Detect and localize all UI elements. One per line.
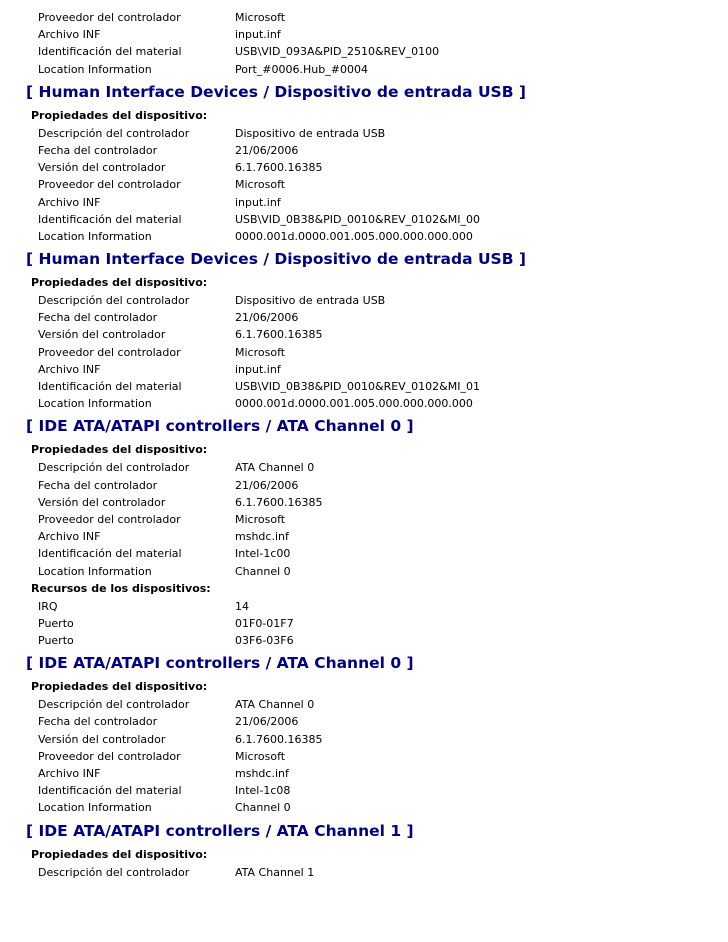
property-row xyxy=(0,142,728,159)
property-value: 21/06/2006 xyxy=(235,478,299,492)
property-row xyxy=(0,615,728,632)
property-row xyxy=(0,545,728,562)
property-value: 21/06/2006 xyxy=(235,311,299,325)
group-subheading: Propiedades del dispositivo: xyxy=(31,847,208,861)
property-row xyxy=(0,292,728,309)
property-key: Proveedor del controlador xyxy=(38,11,181,24)
property-value: Microsoft xyxy=(235,178,286,192)
property-row xyxy=(0,511,728,528)
property-row xyxy=(0,176,728,193)
property-key: Location Information xyxy=(38,229,152,243)
property-value: Microsoft xyxy=(235,345,286,359)
property-key: Versión del controlador xyxy=(38,732,166,746)
property-row xyxy=(0,378,728,395)
property-row xyxy=(0,731,728,748)
property-value: Microsoft xyxy=(235,749,286,763)
property-key: Proveedor del controlador xyxy=(38,178,181,192)
property-key: Location Information xyxy=(38,801,152,815)
property-key: Descripción del controlador xyxy=(38,294,190,308)
property-value: USB\VID_093A&PID_2510&REV_0100 xyxy=(235,45,440,59)
property-row xyxy=(0,125,728,142)
property-key: Archivo INF xyxy=(38,767,101,780)
property-row xyxy=(0,326,728,343)
property-row xyxy=(0,477,728,494)
property-row xyxy=(0,563,728,580)
property-value: mshdc.inf xyxy=(235,767,289,780)
property-value: 6.1.7600.16385 xyxy=(235,495,323,509)
property-row xyxy=(0,395,728,412)
property-row xyxy=(0,194,728,211)
property-value: 6.1.7600.16385 xyxy=(235,161,323,175)
property-key: Descripción del controlador xyxy=(38,865,190,879)
group-subheading: Propiedades del dispositivo: xyxy=(31,680,208,694)
property-row xyxy=(0,528,728,545)
property-key: Identificación del material xyxy=(38,784,182,798)
property-row xyxy=(0,61,728,78)
property-value: Dispositivo de entrada USB xyxy=(235,126,386,140)
property-row xyxy=(0,494,728,511)
section-heading: [ Human Interface Devices / Dispositivo de entrada USB ] xyxy=(26,250,526,269)
property-value: Microsoft xyxy=(235,11,286,24)
property-key: Fecha del controlador xyxy=(38,478,158,492)
group-subheading: Propiedades del dispositivo: xyxy=(31,108,208,122)
property-row xyxy=(0,459,728,476)
property-key: Location Information xyxy=(38,62,152,76)
property-value: Channel 0 xyxy=(235,564,291,578)
property-value: ATA Channel 0 xyxy=(235,698,315,712)
property-value: 21/06/2006 xyxy=(235,143,299,157)
section-heading: [ IDE ATA/ATAPI controllers / ATA Channel 1 ] xyxy=(26,821,414,840)
property-row xyxy=(0,713,728,730)
group-subheading: Propiedades del dispositivo: xyxy=(31,443,208,457)
group-subheading: Propiedades del dispositivo: xyxy=(31,276,208,290)
property-key: Puerto xyxy=(38,616,74,630)
property-row xyxy=(0,632,728,649)
property-key: Versión del controlador xyxy=(38,328,166,342)
property-key: Proveedor del controlador xyxy=(38,345,181,359)
property-value: Port_#0006.Hub_#0004 xyxy=(235,62,368,76)
property-value: ATA Channel 1 xyxy=(235,865,315,879)
section-heading: [ Human Interface Devices / Dispositivo de entrada USB ] xyxy=(26,82,526,101)
property-value: Intel-1c00 xyxy=(235,547,291,561)
property-value: input.inf xyxy=(235,195,281,209)
property-value: Microsoft xyxy=(235,512,286,526)
property-row xyxy=(0,864,728,881)
property-row xyxy=(0,748,728,765)
property-key: Archivo INF xyxy=(38,530,101,544)
property-row xyxy=(0,309,728,326)
property-key: Archivo INF xyxy=(38,195,101,209)
property-value: Intel-1c08 xyxy=(235,784,291,798)
property-key: Proveedor del controlador xyxy=(38,512,181,526)
property-key: IRQ xyxy=(38,599,58,613)
property-key: Identificación del material xyxy=(38,380,182,393)
property-row xyxy=(0,9,728,26)
property-row xyxy=(0,696,728,713)
property-key: Descripción del controlador xyxy=(38,461,190,475)
property-row xyxy=(0,598,728,615)
property-value: 0000.001d.0000.001.005.000.000.000.000 xyxy=(235,229,473,243)
property-key: Puerto xyxy=(38,634,74,648)
property-key: Location Information xyxy=(38,564,152,578)
property-key: Identificación del material xyxy=(38,212,182,226)
property-value: 03F6-03F6 xyxy=(235,634,294,648)
property-key: Identificación del material xyxy=(38,45,182,59)
property-value: input.inf xyxy=(235,28,281,42)
property-key: Descripción del controlador xyxy=(38,698,190,712)
property-key: Fecha del controlador xyxy=(38,311,158,325)
section-heading: [ IDE ATA/ATAPI controllers / ATA Channel 0 ] xyxy=(26,417,414,436)
property-key: Fecha del controlador xyxy=(38,143,158,157)
property-key: Archivo INF xyxy=(38,362,101,376)
property-key: Versión del controlador xyxy=(38,495,166,509)
property-key: Identificación del material xyxy=(38,547,182,561)
property-value: Dispositivo de entrada USB xyxy=(235,294,386,308)
property-key: Location Information xyxy=(38,397,152,411)
property-value: 14 xyxy=(235,599,249,613)
property-value: USB\VID_0B38&PID_0010&REV_0102&MI_00 xyxy=(235,212,480,226)
device-report xyxy=(0,9,728,881)
property-row xyxy=(0,159,728,176)
property-value: 6.1.7600.16385 xyxy=(235,732,323,746)
property-value: ATA Channel 0 xyxy=(235,461,315,475)
property-row xyxy=(0,43,728,60)
property-row xyxy=(0,26,728,43)
property-key: Proveedor del controlador xyxy=(38,749,181,763)
property-key: Versión del controlador xyxy=(38,161,166,175)
property-row xyxy=(0,228,728,245)
property-value: USB\VID_0B38&PID_0010&REV_0102&MI_01 xyxy=(235,380,480,393)
property-value: mshdc.inf xyxy=(235,530,289,544)
property-value: 01F0-01F7 xyxy=(235,616,294,630)
property-value: input.inf xyxy=(235,362,281,376)
property-row xyxy=(0,211,728,228)
property-key: Archivo INF xyxy=(38,28,101,42)
property-value: Channel 0 xyxy=(235,801,291,815)
property-key: Fecha del controlador xyxy=(38,715,158,729)
property-row xyxy=(0,765,728,782)
property-value: 6.1.7600.16385 xyxy=(235,328,323,342)
property-row xyxy=(0,361,728,378)
property-value: 21/06/2006 xyxy=(235,715,299,729)
property-value: 0000.001d.0000.001.005.000.000.000.000 xyxy=(235,397,473,411)
section-heading: [ IDE ATA/ATAPI controllers / ATA Channel 0 ] xyxy=(26,654,414,673)
property-row xyxy=(0,782,728,799)
property-row xyxy=(0,344,728,361)
group-subheading: Recursos de los dispositivos: xyxy=(31,581,211,595)
property-row xyxy=(0,799,728,816)
property-key: Descripción del controlador xyxy=(38,126,190,140)
